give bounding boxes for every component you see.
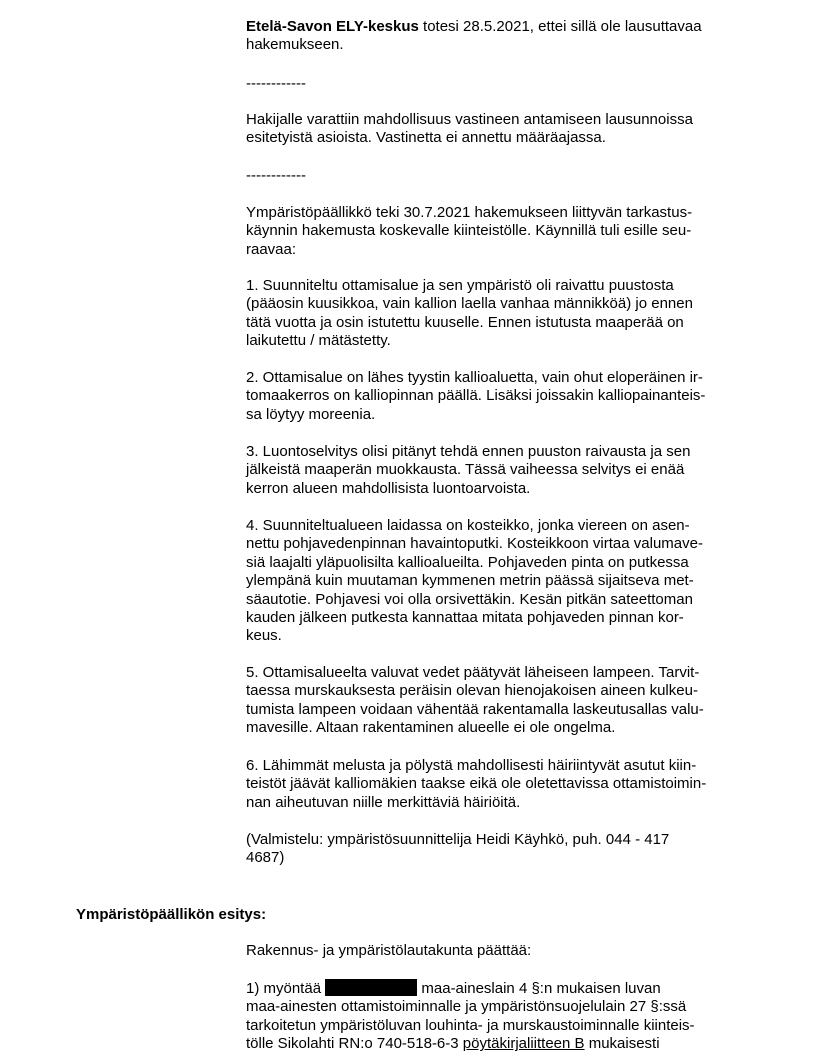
finding-item-4 <box>246 517 746 646</box>
text-fragment: tölle Sikolahti RN:o 740-518-6-3 <box>246 1035 463 1053</box>
text-line: teistöt jäävät kalliomäkien taakse eikä ole oletettavissa ottamistoimin- <box>246 775 707 793</box>
finding-item-2 <box>246 369 746 424</box>
text-line: mavesille. Altaan rakentaminen alueelle ei ole ongelma. <box>246 719 616 737</box>
text-line: maa-ainesten ottamistoiminnalle ja ympäristönsuojelulain 27 §:ssä <box>246 998 687 1016</box>
text-fragment: maa-aineslain 4 §:n mukaisen luvan <box>417 980 661 997</box>
text-line: (Valmistelu: ympäristösuunnittelija Heidi Käyhkö, puh. 044 - 417 <box>246 831 670 848</box>
finding-item-5 <box>246 664 746 738</box>
text-line: Ympäristöpäällikkö teki 30.7.2021 hakemukseen liittyvän tarkastus- <box>246 204 693 221</box>
text-line: sa löytyy moreenia. <box>246 405 376 423</box>
ely-org-name: Etelä-Savon ELY-keskus <box>246 18 419 35</box>
text-line: tumista lampeen voidaan vähentää rakentamalla laskeutusallas valu- <box>246 700 704 718</box>
decision-paragraph <box>246 979 746 1054</box>
text-line: 2. Ottamisalue on lähes tyystin kallioaluetta, vain ohut eloperäinen ir- <box>246 369 703 386</box>
text-line: esitetyistä asioista. Vastinetta ei annettu määräajassa. <box>246 129 606 147</box>
text-line: kerron alueen mahdollisista luontoarvoista. <box>246 479 531 497</box>
finding-item-3 <box>246 443 746 498</box>
divider-2: ------------ <box>246 167 306 184</box>
ely-statement-text-2: hakemukseen. <box>246 36 344 54</box>
applicant-paragraph <box>246 111 746 148</box>
text-line: Hakijalle varattiin mahdollisuus vastineen antamiseen lausunnoissa <box>246 111 693 128</box>
redacted-name-block <box>325 979 417 996</box>
text-line: 1. Suunniteltu ottamisalue ja sen ympäristö oli raivattu puustosta <box>246 277 674 294</box>
section-heading: Ympäristöpäällikön esitys: <box>76 906 267 923</box>
text-line: (pääosin kuusikkoa, vain kallion laella vanhaa männikköä) jo ennen <box>246 295 693 313</box>
text-line: 3. Luontoselvitys olisi pitänyt tehdä ennen puuston raivausta ja sen <box>246 443 691 460</box>
text-line: ylempänä kuin muutaman kymmenen metrin päässä sijaitseva met- <box>246 572 694 590</box>
text-line: tarkoitetun ympäristöluvan louhinta- ja murskaustoiminnalle kiinteis- <box>246 1016 695 1034</box>
divider-1: ------------ <box>246 75 306 92</box>
attachment-b-link[interactable]: pöytäkirjaliitteen B <box>462 1035 585 1053</box>
text-fragment: mukaisesti <box>584 1035 660 1053</box>
text-line: tomaakerros on kalliopinnan päällä. Lisäksi joissakin kalliopainanteis- <box>246 387 706 405</box>
finding-item-6 <box>246 757 746 812</box>
text-line: keus. <box>246 627 282 645</box>
text-line: nan aiheutuvan niille merkittäviä häiriöitä. <box>246 793 521 811</box>
text-line: 4. Suunniteltualueen laidassa on kosteikko, jonka viereen on asen- <box>246 517 690 534</box>
text-line: 4687) <box>246 849 285 867</box>
text-line: taessa murskauksesta peräisin olevan hienojakoisen aineen kulkeu- <box>246 682 698 700</box>
text-line: jälkeistä maaperän muokkausta. Tässä vaiheessa selvitys ei enää <box>246 461 685 479</box>
ely-statement <box>246 18 746 55</box>
text-fragment: 1) myöntää <box>246 980 326 997</box>
inspection-paragraph <box>246 204 746 259</box>
text-line: siä laajalti yläpuolisilta kallioalueilta. Pohjaveden pinta on putkessa <box>246 553 689 571</box>
text-line: laikutettu / mätästetty. <box>246 332 391 350</box>
preparer-note <box>246 831 746 868</box>
text-line: säautotie. Pohjavesi voi olla orsivettäkin. Kesän pitkän sateettoman <box>246 590 693 608</box>
text-line: 5. Ottamisalueelta valuvat vedet päätyvät läheiseen lampeen. Tarvit- <box>246 664 700 681</box>
finding-item-1 <box>246 277 746 351</box>
text-line: raavaa: <box>246 240 297 258</box>
ely-statement-text: totesi 28.5.2021, ettei sillä ole lausuttavaa <box>418 18 702 35</box>
text-line: käynnin hakemusta koskevalle kiinteistölle. Käynnillä tuli esille seu- <box>246 222 692 240</box>
board-decides-line: Rakennus- ja ympäristölautakunta päättää: <box>246 942 532 959</box>
text-line: nettu pohjavedenpinnan havaintoputki. Kosteikkoon virtaa valumave- <box>246 535 703 553</box>
text-line: kauden jälkeen putkesta kannattaa mitata pohjaveden pinnan kor- <box>246 609 684 627</box>
text-line: tätä vuotta ja osin istutettu kuuselle. Ennen istutusta maaperää on <box>246 313 684 331</box>
text-line: 6. Lähimmät melusta ja pölystä mahdollisesti häiriintyvät asutut kiin- <box>246 757 697 774</box>
